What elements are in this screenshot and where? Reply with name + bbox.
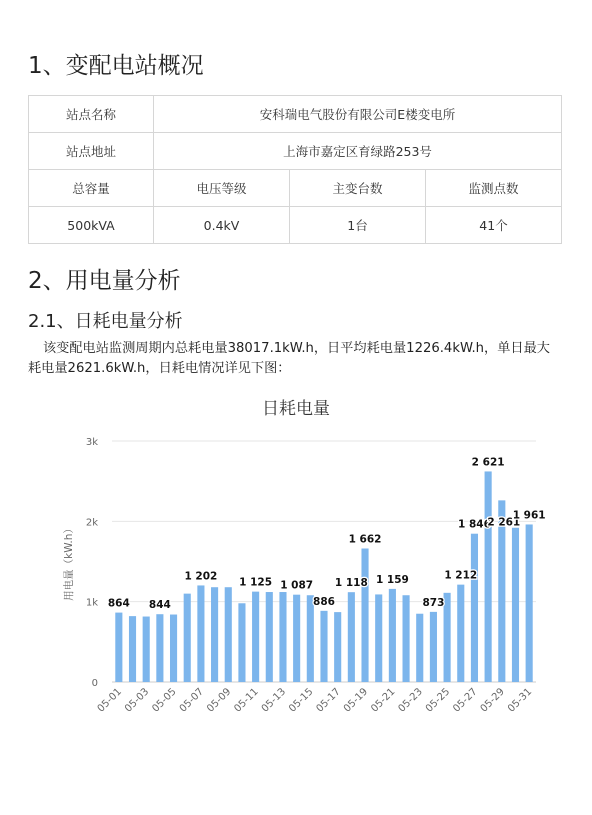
bar-05-17 <box>334 612 341 682</box>
bar-05-31 <box>526 524 533 682</box>
section-1-title: 1、变配电站概况 <box>28 53 204 79</box>
x-tick-label: 05-19 <box>341 686 371 715</box>
bar-05-12 <box>266 592 273 682</box>
table-cell: 1台 <box>290 207 426 244</box>
x-tick-label: 05-15 <box>287 686 316 715</box>
bar-05-27 <box>471 534 478 682</box>
x-tick-label: 05-27 <box>451 686 480 715</box>
bar-05-25 <box>444 593 451 682</box>
station-info-table <box>28 95 562 244</box>
bar-05-13 <box>279 592 286 682</box>
x-tick-label: 05-29 <box>478 686 507 715</box>
bar-05-23 <box>416 614 423 682</box>
table-cell: 500kVA <box>29 207 154 244</box>
consumption-summary-paragraph: 该变配电站监测周期内总耗电量38017.1kW.h，日平均耗电量1226.4kW.h，单日最大耗电量2621.6kW.h，日耗电情况详见下图： <box>28 341 550 376</box>
bar-05-28 <box>485 471 492 682</box>
x-tick-label: 05-17 <box>314 686 343 715</box>
bar-05-16 <box>320 611 327 682</box>
data-label: 1 125 <box>239 576 273 589</box>
data-label: 1 159 <box>375 573 409 586</box>
daily-consumption-chart <box>0 386 592 746</box>
table-cell: 主变台数 <box>290 170 426 207</box>
data-label: 2 261 <box>487 516 521 529</box>
data-label: 873 <box>422 596 445 609</box>
x-tick-label: 05-21 <box>369 686 398 715</box>
chart-title: 日耗电量 <box>262 399 330 419</box>
x-tick-label: 05-23 <box>396 686 425 715</box>
bar-05-02 <box>129 616 136 682</box>
data-label: 886 <box>313 595 335 608</box>
bar-05-11 <box>252 592 259 682</box>
table-cell: 站点地址 <box>29 133 154 170</box>
bar-05-22 <box>403 595 410 682</box>
y-tick-label: 3k <box>85 437 98 448</box>
data-label: 1 846 <box>458 518 491 531</box>
data-label: 844 <box>148 599 171 612</box>
bar-05-30 <box>512 528 519 682</box>
bar-05-20 <box>375 594 382 682</box>
data-label: 864 <box>107 597 130 610</box>
bar-05-18 <box>348 592 355 682</box>
data-label: 1 202 <box>184 570 218 583</box>
bar-05-15 <box>307 595 314 682</box>
bar-05-26 <box>457 585 464 682</box>
bar-05-09 <box>225 587 232 682</box>
data-label: 1 961 <box>512 509 546 522</box>
bar-05-24 <box>430 612 437 682</box>
y-axis-label: 用电量（kW.h） <box>63 523 75 601</box>
bar-05-04 <box>156 614 163 682</box>
table-cell: 41个 <box>426 207 562 244</box>
table-cell: 站点名称 <box>29 96 154 133</box>
table-row <box>29 96 562 133</box>
bar-05-21 <box>389 589 396 682</box>
y-tick-label: 2k <box>85 517 98 529</box>
bar-05-14 <box>293 595 300 682</box>
x-tick-label: 05-09 <box>205 686 234 715</box>
table-row <box>29 207 562 244</box>
section-2-1-title: 2.1、日耗电量分析 <box>28 311 183 332</box>
section-2-title: 2、用电量分析 <box>28 268 181 294</box>
x-tick-label: 05-03 <box>122 686 152 715</box>
table-cell: 0.4kV <box>154 207 290 244</box>
data-label: 1 087 <box>280 579 314 592</box>
table-cell: 电压等级 <box>154 170 290 207</box>
x-tick-label: 05-01 <box>95 686 124 715</box>
bar-05-01 <box>115 613 122 682</box>
bar-05-05 <box>170 615 177 682</box>
x-tick-label: 05-07 <box>177 686 207 715</box>
bar-05-07 <box>197 585 204 682</box>
y-tick-label: 0 <box>91 678 98 689</box>
data-label: 1 212 <box>444 569 478 582</box>
table-cell: 安科瑞电气股份有限公司E楼变电所 <box>154 96 562 133</box>
bar-05-08 <box>211 587 218 682</box>
y-tick-label: 1k <box>85 597 98 609</box>
bar-05-06 <box>184 594 191 682</box>
data-label: 1 118 <box>334 577 368 590</box>
data-label: 2 621 <box>471 456 505 469</box>
x-tick-label: 05-11 <box>232 686 261 715</box>
x-tick-label: 05-13 <box>259 686 289 715</box>
table-cell: 总容量 <box>29 170 154 207</box>
table-cell: 监测点数 <box>426 170 562 207</box>
bar-05-10 <box>238 603 245 682</box>
bar-05-19 <box>361 548 368 682</box>
x-tick-label: 05-25 <box>423 686 453 715</box>
x-tick-label: 05-31 <box>505 686 535 715</box>
table-row <box>29 170 562 207</box>
data-label: 1 662 <box>348 533 382 546</box>
bar-05-03 <box>143 617 150 682</box>
table-row <box>29 133 562 170</box>
table-cell: 上海市嘉定区育绿路253号 <box>154 133 562 170</box>
x-tick-label: 05-05 <box>150 686 179 715</box>
